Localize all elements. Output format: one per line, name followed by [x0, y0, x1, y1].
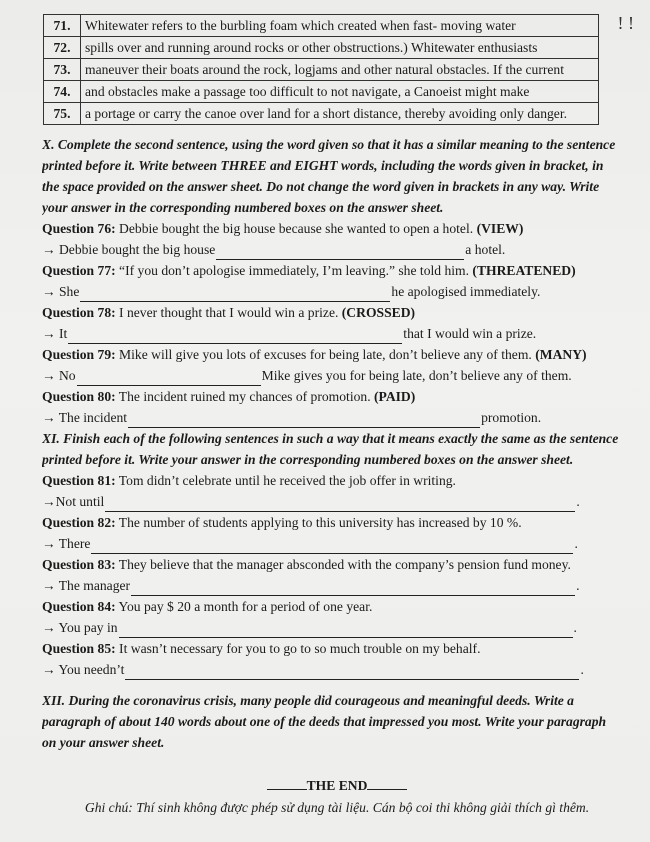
answer-table — [43, 14, 599, 125]
row-text: maneuver their boats around the rock, logjams and other natural obstacles. If the current — [81, 59, 599, 81]
row-number: 73. — [44, 59, 81, 81]
the-end: THE END — [42, 777, 632, 794]
answer-line: → The incident promotion. — [42, 407, 632, 428]
answer-line: →Not until . — [42, 491, 632, 512]
section-x-instructions: the space provided on the answer sheet. Do not change the word given in brackets in any way. Write — [42, 179, 600, 194]
question: Question 77: “If you don’t apologise immediately, I’m leaving.” she told him. (THREATENED) — [42, 263, 576, 278]
row-text: spills over and running around rocks or other obstructions.) Whitewater enthusiasts — [81, 37, 599, 59]
question: Question 85: It wasn’t necessary for you to go to so much trouble on my behalf. — [42, 641, 481, 656]
row-text: a portage or carry the canoe over land for a short distance, thereby avoiding only danger. — [81, 103, 599, 125]
answer-blank[interactable] — [131, 581, 575, 596]
section-xi-instructions: XI. Finish each of the following sentences in such a way that it means exactly the same as the sentence — [42, 431, 619, 446]
row-number: 71. — [44, 15, 81, 37]
table-row — [44, 59, 599, 81]
answer-blank[interactable] — [128, 413, 480, 428]
row-number: 75. — [44, 103, 81, 125]
question: Question 82: The number of students applying to this university has increased by 10 %. — [42, 515, 522, 530]
page-edge-marks: ! ! — [617, 13, 634, 33]
question: Question 80: The incident ruined my chances of promotion. (PAID) — [42, 389, 416, 404]
answer-blank[interactable] — [77, 371, 261, 386]
section-xii-instructions: XII. During the coronavirus crisis, many people did courageous and meaningful deeds. Write a — [42, 693, 574, 708]
answer-line: → Debbie bought the big house a hotel. — [42, 239, 632, 260]
answer-blank[interactable] — [119, 623, 573, 638]
question: Question 84: You pay $ 20 a month for a period of one year. — [42, 599, 373, 614]
table-row — [44, 103, 599, 125]
answer-blank[interactable] — [216, 245, 464, 260]
section-x-instructions: printed before it. Write between THREE and EIGHT words, including the words given in bracket, in — [42, 158, 604, 173]
answer-line: → No Mike gives you for being late, don’t believe any of them. — [42, 365, 632, 386]
answer-blank[interactable] — [80, 287, 390, 302]
answer-line: → There . — [42, 533, 632, 554]
question: Question 83: They believe that the manager absconded with the company’s pension fund money. — [42, 557, 571, 572]
section-x-instructions: X. Complete the second sentence, using the word given so that it has a similar meaning to the sentence — [42, 137, 616, 152]
section-xii-instructions: paragraph of about 140 words about one of the deeds that impressed you most. Write your paragraph — [42, 714, 607, 729]
answer-blank[interactable] — [68, 329, 402, 344]
footer-note: Ghi chú: Thí sinh không được phép sử dụng tài liệu. Cán bộ coi thi không giải thích gì thêm. — [84, 800, 590, 815]
row-text: and obstacles make a passage too difficult to not navigate, a Canoeist might make — [81, 81, 599, 103]
row-number: 74. — [44, 81, 81, 103]
answer-blank[interactable] — [91, 539, 573, 554]
answer-line: → It that I would win a prize. — [42, 323, 632, 344]
section-x-instructions: your answer in the corresponding numbered boxes on the answer sheet. — [42, 200, 444, 215]
section-xii-instructions: on your answer sheet. — [42, 735, 165, 750]
row-number: 72. — [44, 37, 81, 59]
answer-line: → She he apologised immediately. — [42, 281, 632, 302]
row-text: Whitewater refers to the burbling foam which created when fast- moving water — [81, 15, 599, 37]
table-row — [44, 37, 599, 59]
question: Question 76: Debbie bought the big house because she wanted to open a hotel. (VIEW) — [42, 221, 524, 236]
question: Question 81: Tom didn’t celebrate until he received the job offer in writing. — [42, 473, 456, 488]
answer-line: → You pay in . — [42, 617, 632, 638]
section-xi-instructions: printed before it. Write your answer in the corresponding numbered boxes on the answer sheet. — [42, 452, 574, 467]
answer-line: → The manager . — [42, 575, 632, 596]
question: Question 79: Mike will give you lots of excuses for being late, don’t believe any of them. (MANY) — [42, 347, 587, 362]
answer-blank[interactable] — [125, 665, 579, 680]
question: Question 78: I never thought that I would win a prize. (CROSSED) — [42, 305, 416, 320]
answer-blank[interactable] — [105, 497, 575, 512]
table-row — [44, 15, 599, 37]
table-row — [44, 81, 599, 103]
exam-content — [42, 134, 632, 816]
answer-line: → You needn’t . — [42, 659, 632, 680]
